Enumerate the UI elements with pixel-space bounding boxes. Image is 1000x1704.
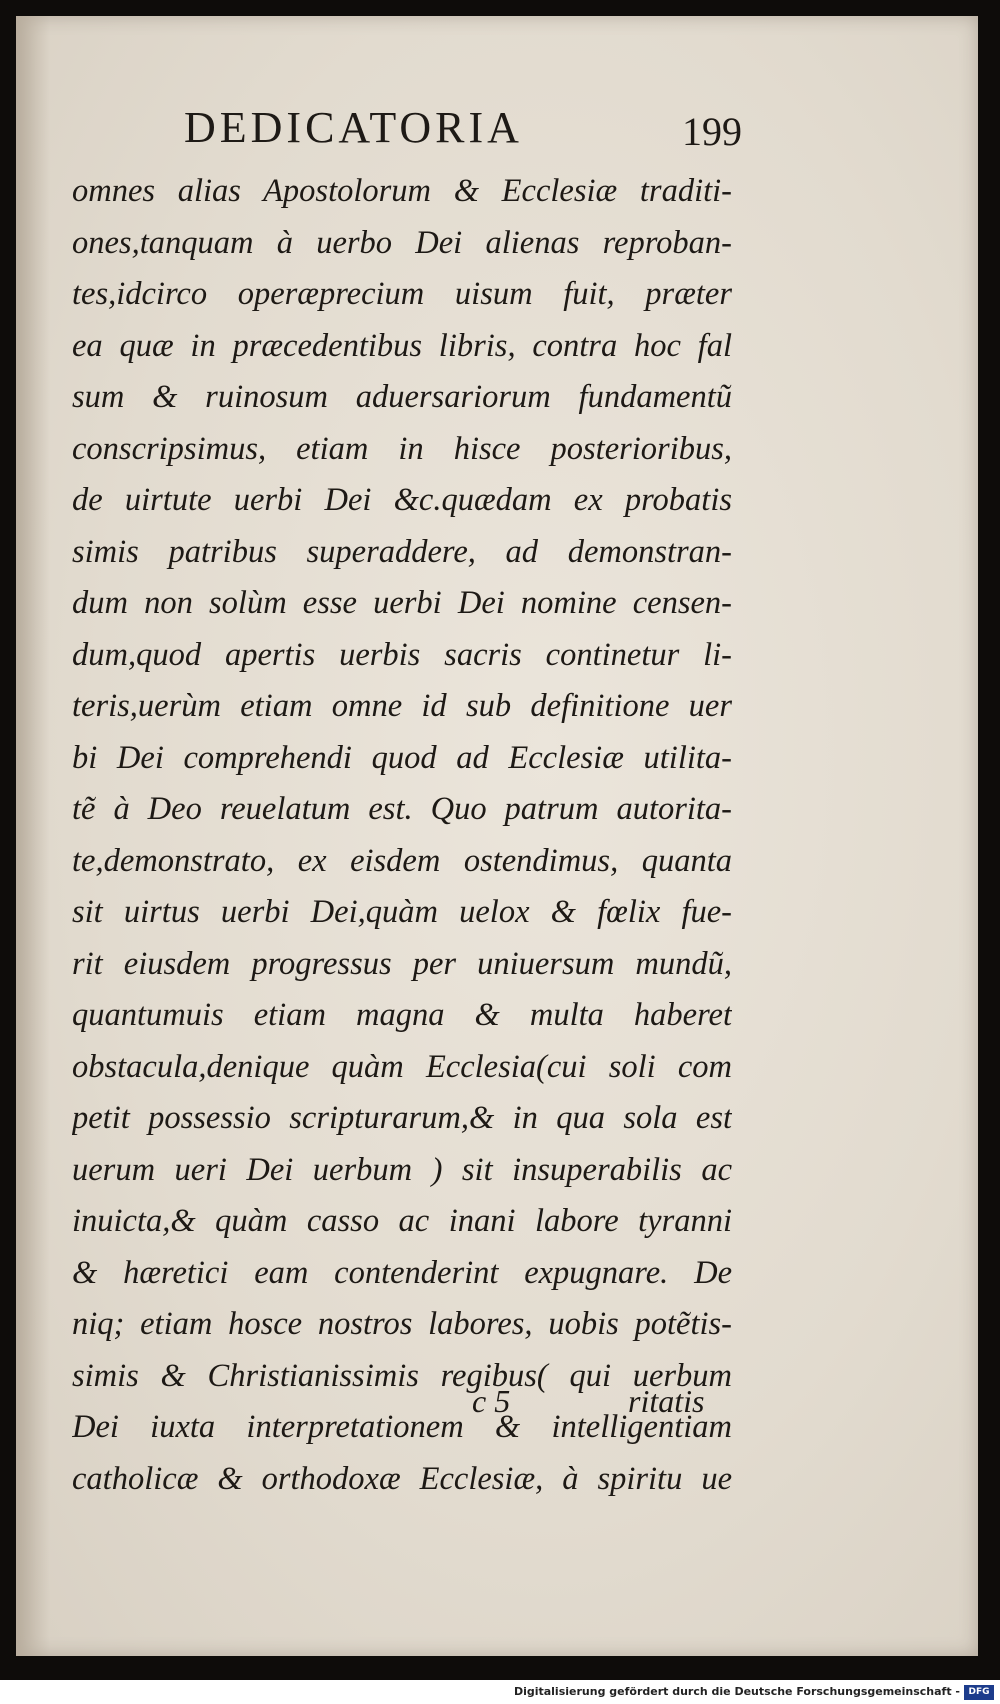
text-line: ones,tanquam à uerbo Dei alienas reproban-: [72, 224, 732, 261]
funding-note: Digitalisierung gefördert durch die Deutsche Forschungsgemeinschaft -: [513, 1685, 960, 1698]
credit-bar: [0, 1682, 1000, 1704]
text-line: petit possessio scripturarum,& in qua sola est: [72, 1100, 732, 1136]
text-line: ea quæ in præcedentibus libris, contra hoc fal: [72, 327, 732, 364]
text-line: dum,quod apertis uerbis sacris continetur li-: [72, 636, 732, 673]
text-block: [72, 166, 732, 1505]
text-line: de uirtute uerbi Dei &c.quædam ex probatis: [72, 482, 732, 518]
text-line: dum non solùm esse uerbi Dei nomine censen-: [72, 585, 732, 621]
page-footer: [72, 1383, 732, 1433]
text-line: tẽ à Deo reuelatum est. Quo patrum autorita-: [72, 791, 732, 827]
text-line: obstacula,denique quàm Ecclesia(cui soli com: [72, 1048, 732, 1085]
text-line: Dei iuxta interpretationem & intelligentiam: [72, 1409, 732, 1445]
text-line: conscripsimus, etiam in hisce posterioribus,: [72, 430, 732, 467]
text-line: simis & Christianissimis regibus( qui uerbum: [72, 1357, 732, 1394]
text-line: rit eiusdem progressus per uniuersum mundũ,: [72, 945, 732, 982]
text-line: inuicta,& quàm casso ac inani labore tyranni: [72, 1203, 732, 1239]
text-line: uerum ueri Dei uerbum ) sit insuperabilis ac: [72, 1151, 732, 1188]
running-head: DEDICATORIA: [184, 103, 523, 152]
text-line: tes,idcirco operæprecium uisum fuit, præter: [72, 276, 732, 312]
text-line: sit uirtus uerbi Dei,quàm uelox & fœlix fue-: [72, 894, 732, 930]
text-line: te,demonstrato, ex eisdem ostendimus, quanta: [72, 842, 732, 879]
page-number: 199: [682, 109, 742, 154]
text-line: omnes alias Apostolorum & Ecclesiæ traditi-: [72, 173, 732, 209]
page-header: [166, 102, 742, 162]
text-line: sum & ruinosum aduersariorum fundamentũ: [72, 379, 732, 415]
signature-mark: c 5: [472, 1383, 511, 1419]
text-line: simis patribus superaddere, ad demonstran-: [72, 533, 732, 570]
page-gutter-shadow: [16, 16, 50, 1656]
text-line: bi Dei comprehendi quod ad Ecclesiæ utilita-: [72, 739, 732, 776]
dfg-logo-icon: DFG: [964, 1685, 994, 1700]
catchword: ritatis: [628, 1383, 705, 1419]
text-line: teris,uerùm etiam omne id sub definitione uer: [72, 688, 732, 724]
text-line: & hæretici eam contenderint expugnare. De: [72, 1254, 732, 1291]
text-line: quantumuis etiam magna & multa haberet: [72, 997, 732, 1033]
text-line: catholicæ & orthodoxæ Ecclesiæ, à spiritu ue: [72, 1460, 732, 1497]
book-page: [16, 16, 978, 1656]
text-line: niq; etiam hosce nostros labores, uobis potẽtis-: [72, 1306, 732, 1342]
